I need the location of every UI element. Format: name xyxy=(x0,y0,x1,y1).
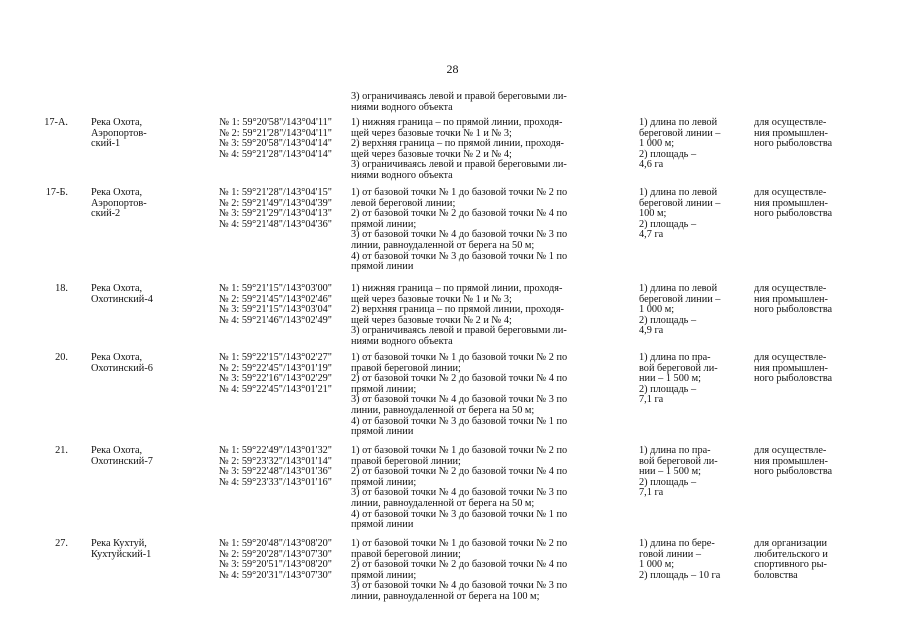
text-line: 2) площадь – xyxy=(639,476,697,488)
text-line: 2) площадь – xyxy=(639,148,697,160)
text-line: Аэропортов- xyxy=(91,127,147,139)
text-line: ния промышлен- xyxy=(754,127,828,139)
text-line: для осуществле- xyxy=(754,187,827,198)
text-line: № 4: 59°22'45"/143°01'21" xyxy=(218,383,332,395)
text-line: № 3: 59°20'51"/143°08'20" xyxy=(218,559,332,571)
usage-purpose xyxy=(754,446,864,478)
text-line: Река Кухтуй, xyxy=(91,538,147,549)
site-size xyxy=(639,353,749,406)
text-line: ного рыболовства xyxy=(754,373,833,385)
site-size xyxy=(639,539,749,581)
text-line: 2) от базовой точки № 2 до базовой точки № 4 по xyxy=(351,466,568,478)
row-number: 27. xyxy=(55,538,68,549)
base-point-coordinates xyxy=(182,446,332,488)
text-line: № 3: 59°21'15"/143°03'04" xyxy=(218,304,332,316)
row-number: 17-Б. xyxy=(45,187,68,198)
base-point-coordinates xyxy=(182,284,332,326)
site-name xyxy=(91,284,181,305)
text-line: 1) длина по пра- xyxy=(639,445,711,456)
site-size xyxy=(639,284,749,337)
text-line: береговой линии – xyxy=(639,197,721,209)
text-line: для осуществле- xyxy=(754,117,827,128)
text-line: ский-2 xyxy=(91,208,121,220)
text-line: 1) длина по бере- xyxy=(639,538,715,549)
text-line: № 2: 59°21'45"/143°02'46" xyxy=(218,293,332,305)
text-line: 1) от базовой точки № 1 до базовой точки № 2 по xyxy=(351,538,568,549)
boundary-description xyxy=(351,118,629,182)
text-line: № 2: 59°23'32"/143°01'14" xyxy=(218,455,332,467)
text-line: любительского и xyxy=(754,548,828,560)
text-line: № 1: 59°20'48"/143°08'20" xyxy=(218,538,332,549)
text-line: правой береговой линии; xyxy=(351,362,461,374)
text-line: 1) длина по левой xyxy=(639,187,718,198)
text-line: 2) площадь – xyxy=(639,383,697,395)
text-line: ния промышлен- xyxy=(754,362,828,374)
text-line: № 4: 59°20'31"/143°07'30" xyxy=(218,569,332,581)
text-line: № 3: 59°20'58"/143°04'14" xyxy=(218,138,332,150)
text-line: ного рыболовства xyxy=(754,138,833,150)
text-line: Аэропортов- xyxy=(91,197,147,209)
text-line: ного рыболовства xyxy=(754,466,833,478)
text-line: Река Охота, xyxy=(91,117,143,128)
text-line: Река Охота, xyxy=(91,283,143,294)
text-line: № 3: 59°22'16"/143°02'29" xyxy=(218,373,332,385)
text-line: 1) длина по пра- xyxy=(639,352,711,363)
text-line: 4) от базовой точки № 3 до базовой точки № 1 по xyxy=(351,415,568,427)
text-line: 3) ограничиваясь левой и правой береговыми ли- xyxy=(351,159,567,171)
text-line: № 2: 59°21'28"/143°04'11" xyxy=(219,127,332,139)
text-line: 2) верхняя граница – по прямой линии, проходя- xyxy=(351,304,564,316)
text-line: линии, равноудаленной от берега на 50 м; xyxy=(351,404,535,416)
continued-boundary-text xyxy=(351,92,631,113)
boundary-description xyxy=(351,353,629,438)
text-line: 2) верхняя граница – по прямой линии, проходя- xyxy=(351,138,564,150)
boundary-description xyxy=(351,284,629,348)
text-line: 2) от базовой точки № 2 до базовой точки № 4 по xyxy=(351,373,568,385)
text-line: Охотинский-4 xyxy=(91,293,153,305)
text-line: № 2: 59°21'49"/143°04'39" xyxy=(218,197,332,209)
text-line: 100 м; xyxy=(639,208,667,220)
usage-purpose xyxy=(754,353,864,385)
row-number: 17-А. xyxy=(44,117,68,128)
text-line: 3) ограничиваясь левой и правой береговыми ли- xyxy=(351,325,567,337)
text-line: ниями водного объекта xyxy=(351,335,453,347)
text-line: прямой линии xyxy=(351,261,414,273)
text-line: Охотинский-7 xyxy=(91,455,153,467)
text-line: 4,6 га xyxy=(639,159,664,171)
text-line: береговой линии – xyxy=(639,127,721,139)
text-line: для организации xyxy=(754,538,827,549)
text-line: 1) от базовой точки № 1 до базовой точки № 2 по xyxy=(351,187,568,198)
text-line: для осуществле- xyxy=(754,445,827,456)
text-line: правой береговой линии; xyxy=(351,455,461,467)
text-line: № 4: 59°23'33"/143°01'16" xyxy=(218,476,332,488)
site-size xyxy=(639,446,749,499)
boundary-description xyxy=(351,539,629,603)
text-line: № 3: 59°22'48"/143°01'36" xyxy=(218,466,332,478)
text-line: 4) от базовой точки № 3 до базовой точки № 1 по xyxy=(351,250,568,262)
site-name xyxy=(91,188,181,220)
text-line: 3) от базовой точки № 4 до базовой точки № 3 по xyxy=(351,229,568,241)
text-line: ного рыболовства xyxy=(754,208,833,220)
text-line: Река Охота, xyxy=(91,445,143,456)
base-point-coordinates xyxy=(182,188,332,230)
page-number: 28 xyxy=(446,62,459,76)
text-line: левой береговой линии; xyxy=(351,197,456,209)
text-line: береговой линии – xyxy=(639,293,721,305)
text-line: правой береговой линии; xyxy=(351,548,461,560)
text-line: № 4: 59°21'46"/143°02'49" xyxy=(218,314,332,326)
text-line: линии, равноудаленной от берега на 50 м; xyxy=(351,497,535,509)
row-number: 18. xyxy=(55,283,68,294)
usage-purpose xyxy=(754,188,864,220)
text-line: линии, равноудаленной от берега на 50 м; xyxy=(351,239,535,251)
text-line: ский-1 xyxy=(91,138,121,150)
site-size xyxy=(639,188,749,241)
text-line: № 1: 59°21'15"/143°03'00" xyxy=(218,283,332,294)
text-line: ниями водного объекта xyxy=(351,101,453,113)
usage-purpose xyxy=(754,284,864,316)
row-number: 20. xyxy=(55,352,68,363)
text-line: нии – 1 500 м; xyxy=(639,373,701,385)
text-line: 2) от базовой точки № 2 до базовой точки № 4 по xyxy=(351,208,568,220)
text-line: 1 000 м; xyxy=(639,304,675,316)
boundary-description xyxy=(351,446,629,531)
text-line: для осуществле- xyxy=(754,352,827,363)
text-line: № 4: 59°21'48"/143°04'36" xyxy=(218,218,332,230)
text-line: 1) от базовой точки № 1 до базовой точки № 2 по xyxy=(351,352,568,363)
text-line: № 1: 59°20'58"/143°04'11" xyxy=(219,117,332,128)
site-name xyxy=(91,446,181,467)
text-line: ниями водного объекта xyxy=(351,169,453,181)
text-line: прямой линии; xyxy=(351,218,417,230)
text-line: № 1: 59°22'49"/143°01'32" xyxy=(218,445,332,456)
text-line: ния промышлен- xyxy=(754,197,828,209)
text-line: № 2: 59°22'45"/143°01'19" xyxy=(218,362,332,374)
base-point-coordinates xyxy=(182,353,332,395)
text-line: Кухтуйский-1 xyxy=(91,548,152,560)
text-line: 1) нижняя граница – по прямой линии, проходя- xyxy=(351,283,563,294)
text-line: 1) длина по левой xyxy=(639,283,718,294)
text-line: боловства xyxy=(754,569,798,581)
text-line: нии – 1 500 м; xyxy=(639,466,701,478)
text-line: ния промышлен- xyxy=(754,293,828,305)
text-line: 1) от базовой точки № 1 до базовой точки № 2 по xyxy=(351,445,568,456)
base-point-coordinates xyxy=(182,118,332,160)
text-line: Река Охота, xyxy=(91,352,143,363)
text-line: Охотинский-6 xyxy=(91,362,153,374)
text-line: вой береговой ли- xyxy=(639,455,718,467)
text-line: 1) нижняя граница – по прямой линии, проходя- xyxy=(351,117,563,128)
text-line: 2) площадь – 10 га xyxy=(639,569,721,581)
text-line: № 2: 59°20'28"/143°07'30" xyxy=(218,548,332,560)
text-line: линии, равноудаленной от берега на 100 м; xyxy=(351,590,540,602)
text-line: 7,1 га xyxy=(639,394,664,406)
text-line: спортивного ры- xyxy=(754,559,827,571)
text-line: 2) площадь – xyxy=(639,314,697,326)
text-line: 1) длина по левой xyxy=(639,117,718,128)
site-name xyxy=(91,353,181,374)
text-line: № 1: 59°22'15"/143°02'27" xyxy=(218,352,332,363)
base-point-coordinates xyxy=(182,539,332,581)
text-line: № 1: 59°21'28"/143°04'15" xyxy=(218,187,332,198)
usage-purpose xyxy=(754,118,864,150)
text-line: для осуществле- xyxy=(754,283,827,294)
text-line: прямой линии; xyxy=(351,476,417,488)
text-line: 3) ограничиваясь левой и правой береговыми ли- xyxy=(351,91,567,102)
text-line: 4) от базовой точки № 3 до базовой точки № 1 по xyxy=(351,508,568,520)
text-line: 3) от базовой точки № 4 до базовой точки № 3 по xyxy=(351,487,568,499)
text-line: говой линии – xyxy=(639,548,702,560)
text-line: № 3: 59°21'29"/143°04'13" xyxy=(218,208,332,220)
site-name xyxy=(91,539,181,560)
text-line: 7,1 га xyxy=(639,487,664,499)
text-line: 3) от базовой точки № 4 до базовой точки № 3 по xyxy=(351,394,568,406)
site-size xyxy=(639,118,749,171)
text-line: 3) от базовой точки № 4 до базовой точки № 3 по xyxy=(351,580,568,592)
text-line: прямой линии; xyxy=(351,383,417,395)
usage-purpose xyxy=(754,539,864,581)
text-line: № 4: 59°21'28"/143°04'14" xyxy=(218,148,332,160)
text-line: 2) от базовой точки № 2 до базовой точки № 4 по xyxy=(351,559,568,571)
text-line: 1 000 м; xyxy=(639,138,675,150)
text-line: 4,7 га xyxy=(639,229,664,241)
text-line: щей через базовые точки № 2 и № 4; xyxy=(351,148,512,160)
text-line: ного рыболовства xyxy=(754,304,833,316)
text-line: щей через базовые точки № 2 и № 4; xyxy=(351,314,512,326)
text-line: щей через базовые точки № 1 и № 3; xyxy=(351,293,512,305)
text-line: вой береговой ли- xyxy=(639,362,718,374)
text-line: прямой линии; xyxy=(351,569,417,581)
text-line: 2) площадь – xyxy=(639,218,697,230)
boundary-description xyxy=(351,188,629,273)
site-name xyxy=(91,118,181,150)
text-line: щей через базовые точки № 1 и № 3; xyxy=(351,127,512,139)
text-line: 1 000 м; xyxy=(639,559,675,571)
row-number: 21. xyxy=(55,445,68,456)
text-line: прямой линии xyxy=(351,519,414,531)
text-line: ния промышлен- xyxy=(754,455,828,467)
text-line: Река Охота, xyxy=(91,187,143,198)
text-line: прямой линии xyxy=(351,426,414,438)
text-line: 4,9 га xyxy=(639,325,664,337)
